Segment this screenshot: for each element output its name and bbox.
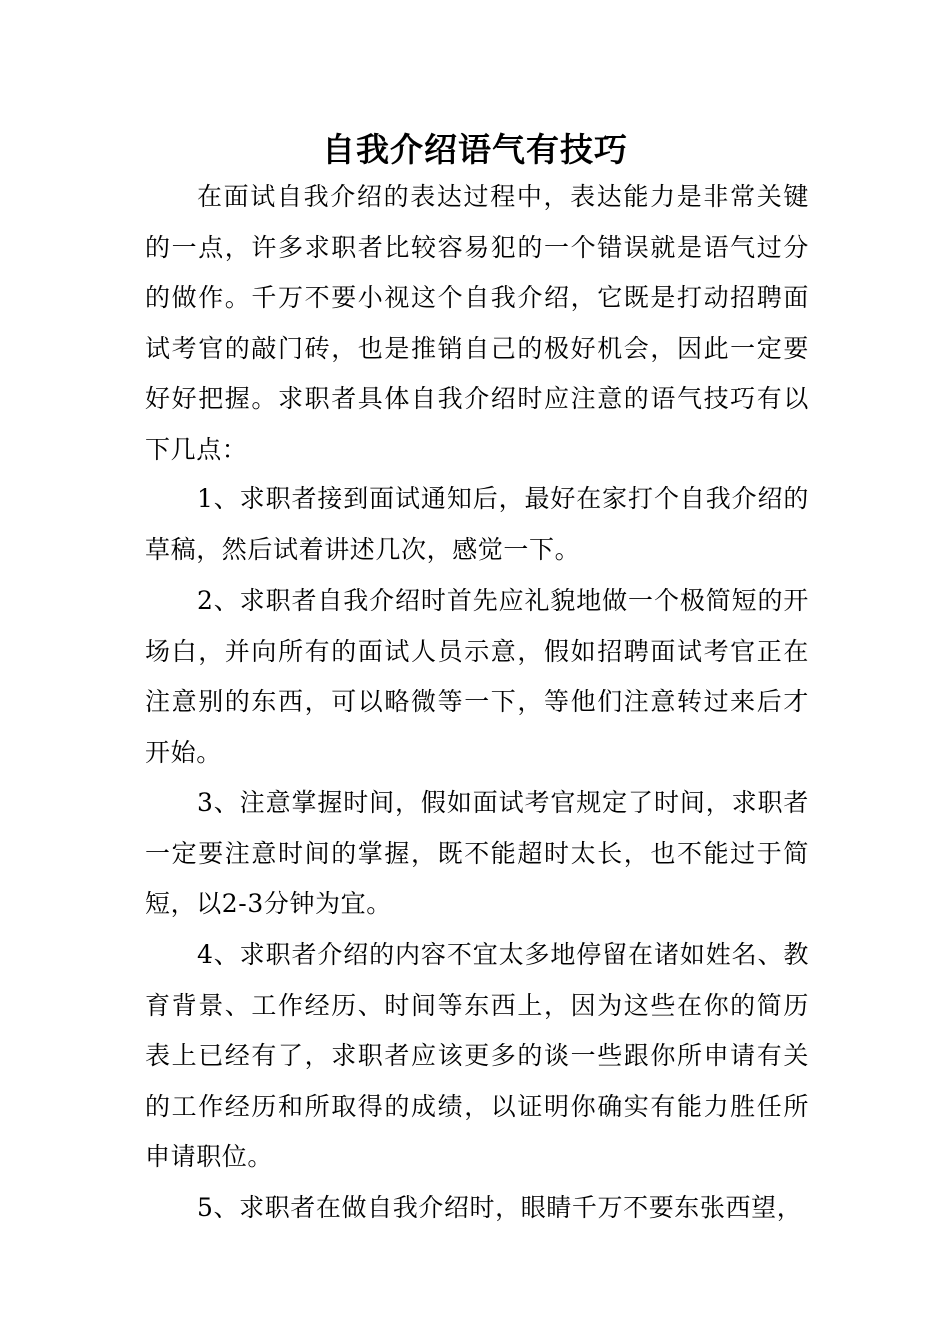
paragraph-tip-4: 4、求职者介绍的内容不宜太多地停留在诸如姓名、教育背景、工作经历、时间等东西上，因为这些在你的简历表上已经有了，求职者应该更多的谈一些跟你所申请有关的工作经历和所取得的成绩，以证明你确实有能力胜任所申请职位。 (145, 940, 809, 1171)
paragraph-tip-2: 2、求职者自我介绍时首先应礼貌地做一个极简短的开场白，并向所有的面试人员示意，假如招聘面试考官正在注意别的东西，可以略微等一下，等他们注意转过来后才开始。 (145, 586, 809, 767)
paragraph-intro: 在面试自我介绍的表达过程中，表达能力是非常关键的一点，许多求职者比较容易犯的一个错误就是语气过分的做作。千万不要小视这个自我介绍，它既是打动招聘面试考官的敲门砖，也是推销自己的极好机会，因此一定要好好把握。求职者具体自我介绍时应注意的语气技巧有以下几点： (145, 182, 809, 464)
document-title: 自我介绍语气有技巧 (322, 130, 628, 169)
paragraph-tip-1: 1、求职者接到面试通知后，最好在家打个自我介绍的草稿，然后试着讲述几次，感觉一下。 (145, 484, 809, 564)
paragraph-tip-3: 3、注意掌握时间，假如面试考官规定了时间，求职者一定要注意时间的掌握，既不能超时太长，也不能过于简短，以2-3分钟为宜。 (145, 788, 809, 918)
paragraph-tip-5: 5、求职者在做自我介绍时，眼睛千万不要东张西望， (197, 1193, 803, 1222)
